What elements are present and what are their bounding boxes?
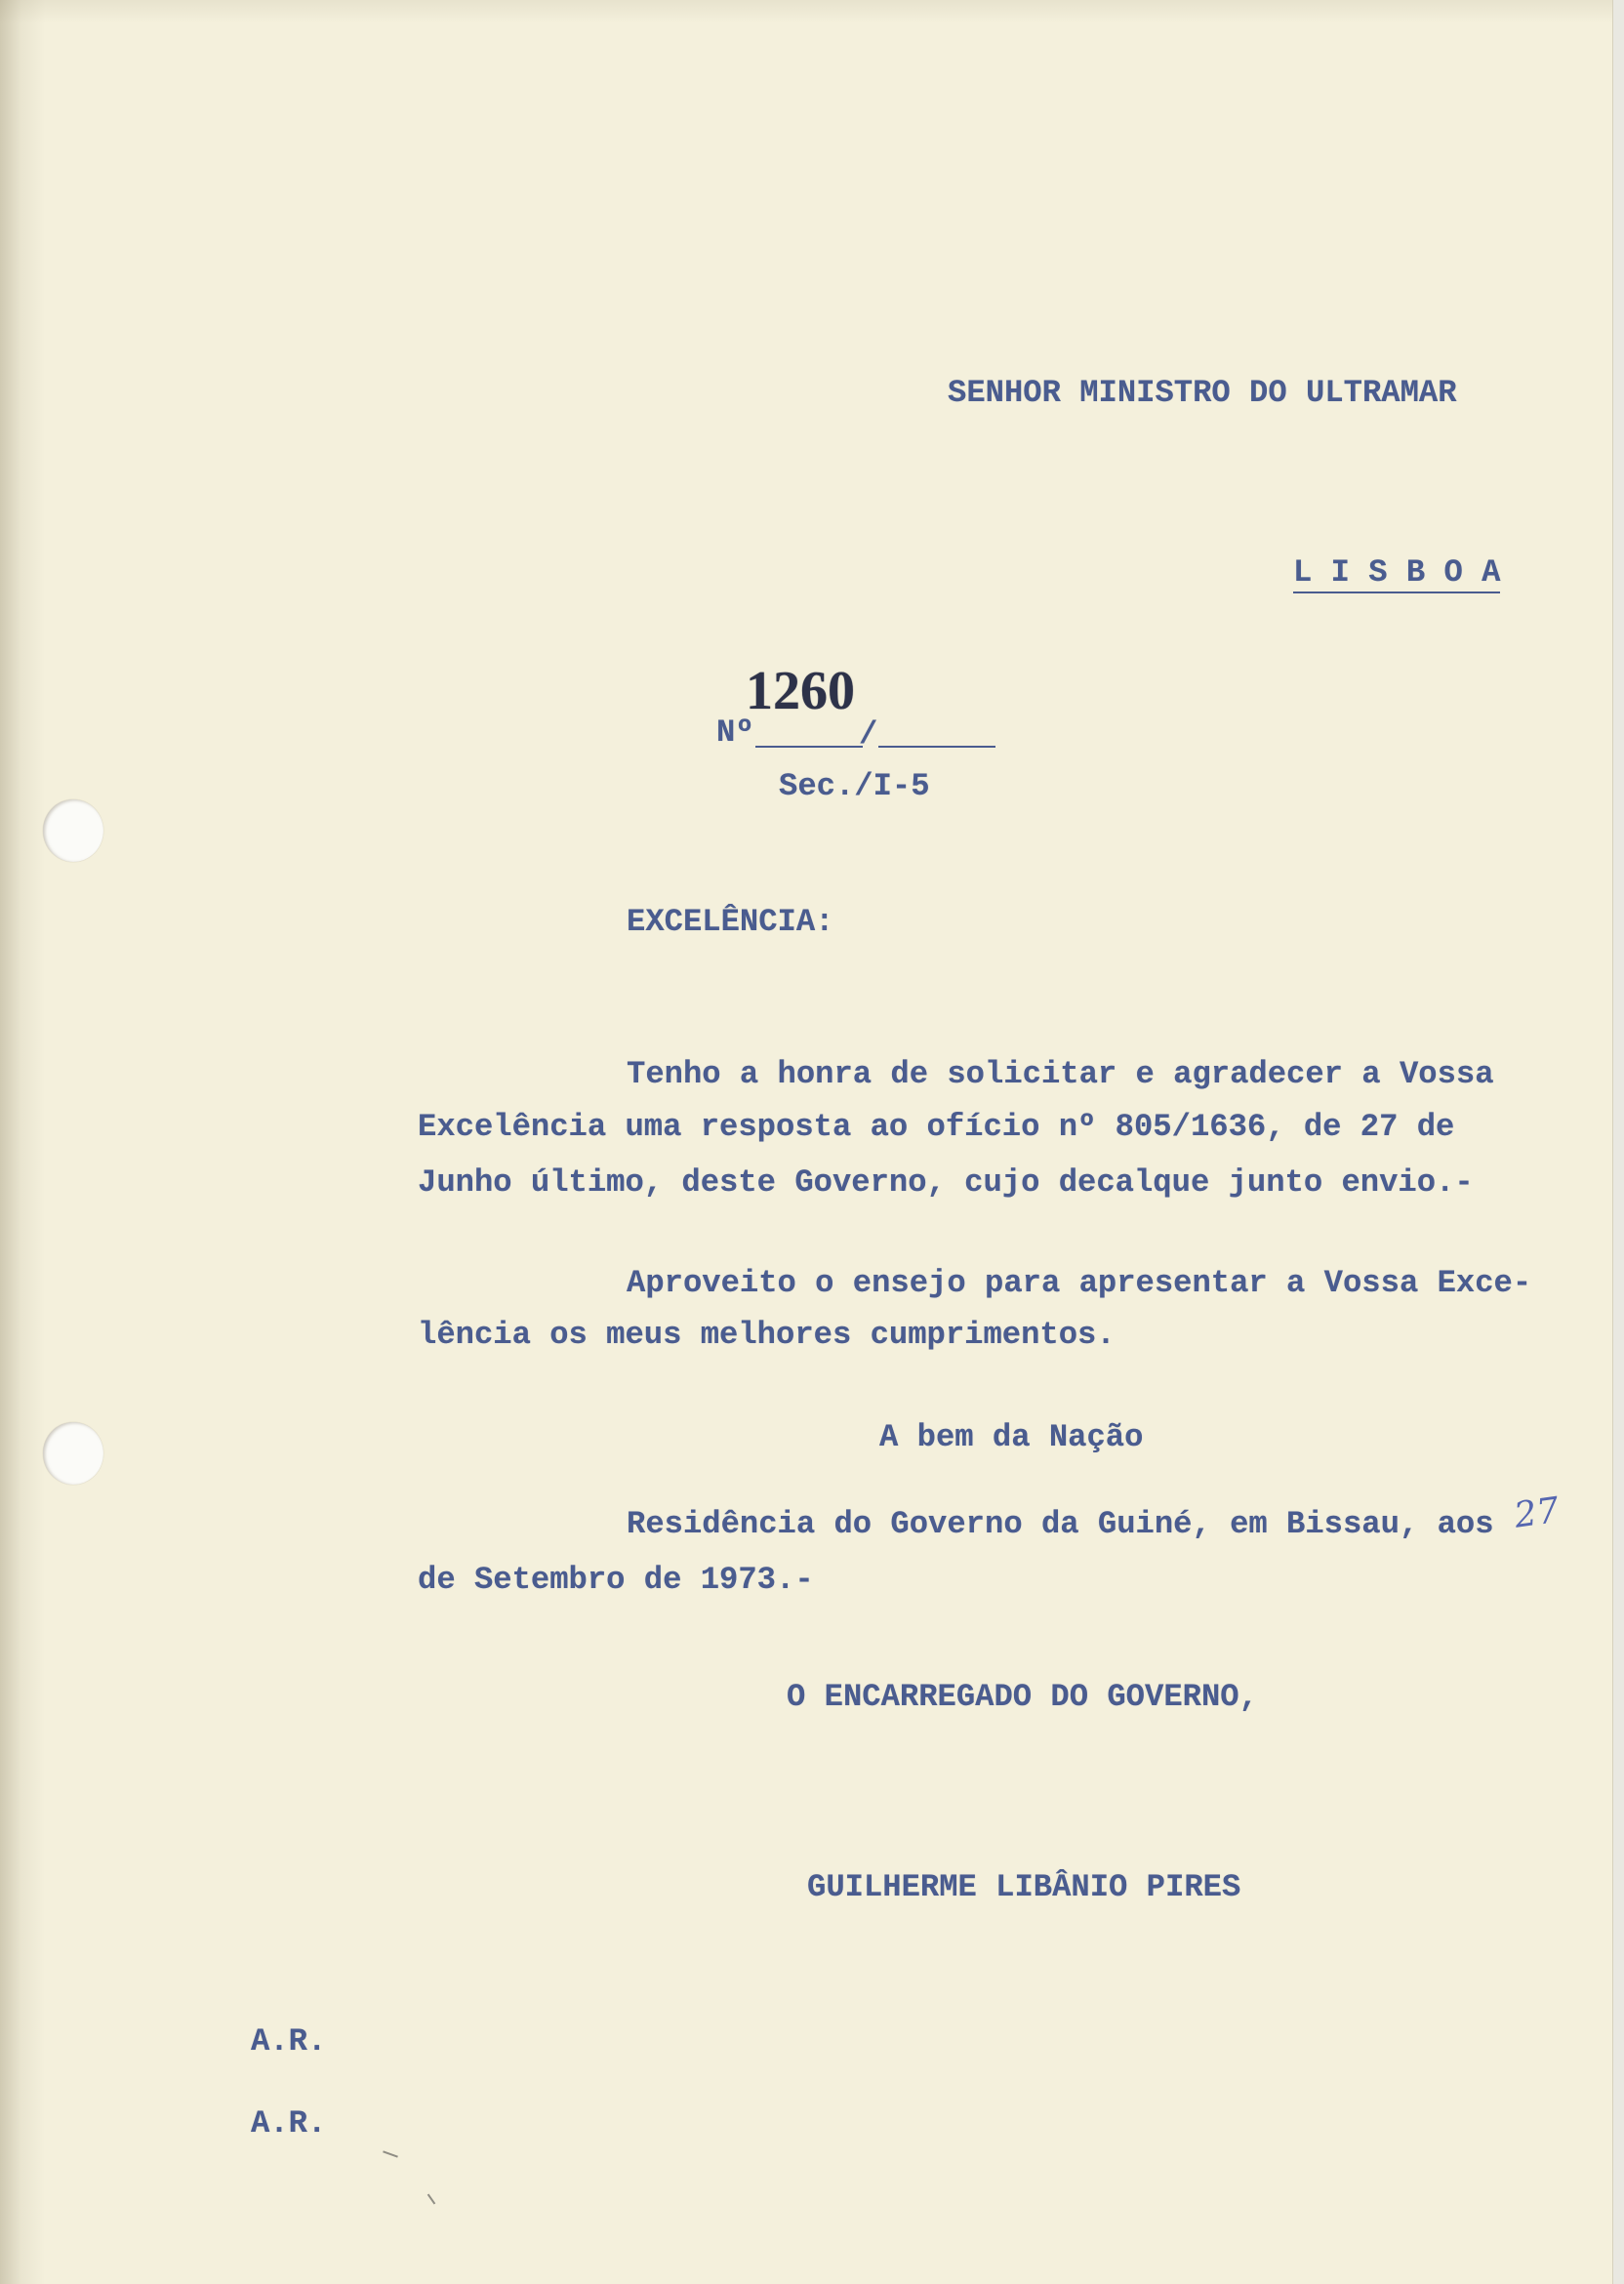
signatory-title: O ENCARREGADO DO GOVERNO, [787,1679,1258,1715]
city: L I S B O A [1293,556,1500,593]
reference-blank-number [755,746,863,748]
place-date-line-1: Residência do Governo da Guiné, em Bissau, aos [627,1506,1494,1542]
annotation-ar: A.R. [251,2105,327,2141]
reference-number-stamp: 1260 [746,661,855,721]
body-paragraph-2-line: Aproveito o ensejo para apresentar a Vossa Exce- [627,1265,1532,1301]
salutation: EXCELÊNCIA: [627,904,834,940]
reference-number-label: Nº [716,714,754,751]
annotation-ar: A.R. [251,2023,327,2060]
body-paragraph-1-line: Excelência uma resposta ao ofício nº 805/1636, de 27 de [418,1109,1455,1145]
place-date-line-2: de Setembro de 1973.- [418,1562,814,1598]
handwritten-day: 27 [1512,1489,1563,1536]
body-paragraph-1-line: Tenho a honra de solicitar e agradecer a Vossa [627,1056,1494,1092]
punch-hole [43,1422,103,1485]
pencil-mark [383,2150,398,2157]
pencil-mark [427,2194,436,2205]
reference-blank-year [878,746,995,748]
reference-separator: / [859,716,878,753]
reference-section: Sec./I-5 [779,768,930,804]
signatory-name: GUILHERME LIBÂNIO PIRES [807,1869,1241,1905]
body-paragraph-1-line: Junho último, deste Governo, cujo decalque junto envio.- [418,1164,1474,1201]
punch-hole [43,799,103,862]
addressee: SENHOR MINISTRO DO ULTRAMAR [948,375,1457,411]
body-paragraph-2-line: lência os meus melhores cumprimentos. [418,1317,1116,1353]
paper-edge [1612,0,1624,2284]
closing-formula: A bem da Nação [879,1419,1144,1455]
